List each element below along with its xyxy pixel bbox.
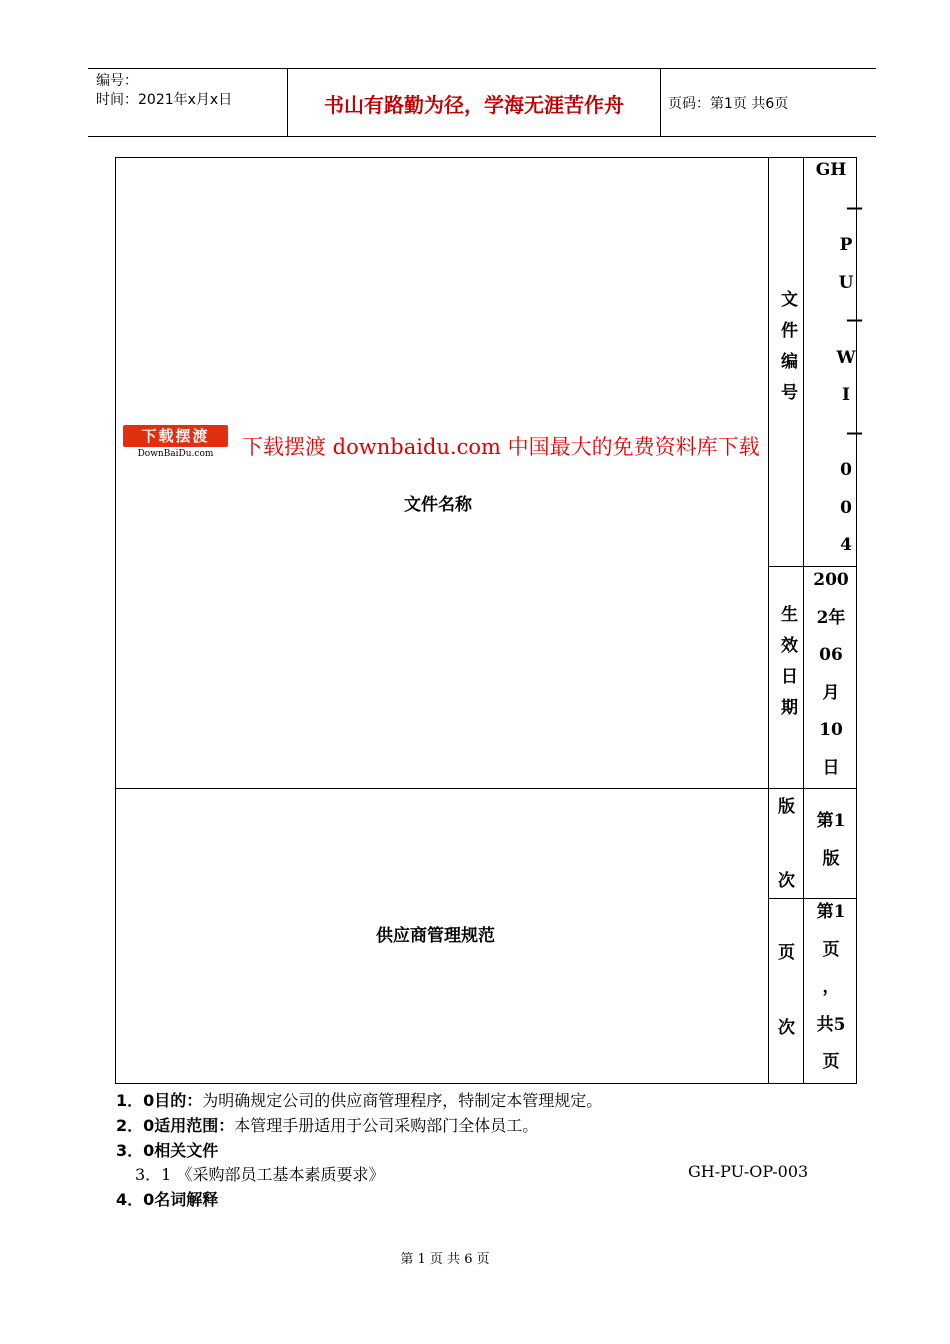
effective-date-label: 生效日期	[777, 605, 797, 729]
page-value	[806, 894, 856, 1082]
page-value-part: 页	[822, 939, 840, 960]
effective-date-part: 06	[819, 645, 843, 665]
watermark-logo-bottom: DownBaiDu.com	[137, 449, 214, 459]
page-value-part: ，	[822, 977, 840, 997]
page-value-part: 页	[822, 1052, 840, 1072]
page-label-top: 页	[778, 943, 795, 963]
edition-value-part: 第1	[816, 811, 846, 831]
file-number-char: —	[846, 310, 863, 330]
doc-time: 时间：2021年x月x日	[96, 92, 233, 108]
section-related-docs	[116, 1138, 218, 1161]
header-bottom-rule	[88, 136, 876, 137]
file-number-char: —	[846, 422, 863, 443]
edition-label-top: 版	[778, 797, 795, 817]
section-purpose	[116, 1088, 602, 1111]
effective-date-part: 日	[822, 757, 840, 778]
table-col-divider	[768, 157, 769, 1084]
document-title: 供应商管理规范	[376, 926, 495, 946]
edition-label-bottom: 次	[778, 871, 795, 891]
table-col-divider	[803, 157, 804, 1084]
table-row-divider	[115, 788, 769, 789]
edition-value	[806, 803, 856, 878]
file-number-char: GH	[815, 160, 847, 180]
file-number-label: 文件编号	[777, 290, 797, 414]
section-scope-text: 本管理手册适用于公司采购部门全体员工。	[234, 1116, 539, 1135]
file-number-value	[806, 152, 863, 565]
related-doc-item: 3．1 《采购部员工基本素质要求》	[135, 1165, 385, 1184]
file-number-char: 0	[840, 460, 852, 480]
file-name-label: 文件名称	[404, 495, 472, 515]
effective-date-part: 10	[819, 720, 843, 740]
section-terms	[116, 1187, 218, 1210]
page-footer: 第 1 页 共 6 页	[400, 1252, 490, 1267]
edition-value-part: 版	[822, 848, 840, 869]
table-row-divider	[768, 788, 857, 789]
watermark-logo-top: 下载摆渡	[123, 425, 228, 447]
effective-date-part: 月	[822, 682, 840, 703]
header-meta	[96, 72, 232, 110]
watermark-text: 下载摆渡 downbaidu.com 中国最大的免费资料库下载	[242, 435, 760, 459]
watermark-logo	[123, 425, 228, 461]
section-scope	[116, 1113, 538, 1136]
header-page-info: 页码：第1页 共6页	[668, 96, 789, 112]
related-doc-code: GH-PU-OP-003	[688, 1162, 809, 1181]
page-value-part: 共5	[816, 1014, 846, 1035]
section-purpose-text: 为明确规定公司的供应商管理程序，特制定本管理规定。	[202, 1091, 603, 1110]
section-purpose-heading: 1．0目的：	[116, 1091, 203, 1110]
file-number-char: U	[838, 272, 854, 293]
doc-code-label: 编号：	[96, 73, 138, 89]
section-scope-heading: 2．0适用范围：	[116, 1116, 235, 1135]
header-motto: 书山有路勤为径，学海无涯苦作舟	[324, 92, 624, 117]
page-label-bottom: 次	[778, 1018, 795, 1038]
effective-date-part: 200	[813, 570, 849, 590]
page-value-part: 第1	[816, 902, 846, 922]
header-top-rule	[88, 68, 876, 69]
file-number-char: I	[842, 385, 850, 405]
effective-date-part: 2年	[816, 607, 846, 628]
section-terms-heading: 4．0名词解释	[116, 1190, 219, 1209]
file-number-char: W	[836, 347, 856, 368]
file-number-char: 4	[840, 535, 852, 555]
file-number-char: —	[846, 197, 863, 218]
header-divider	[660, 69, 661, 136]
effective-date-value	[806, 562, 856, 787]
file-number-char: 0	[840, 497, 852, 518]
section-related-heading: 3．0相关文件	[116, 1141, 219, 1160]
file-number-char: P	[839, 235, 853, 255]
